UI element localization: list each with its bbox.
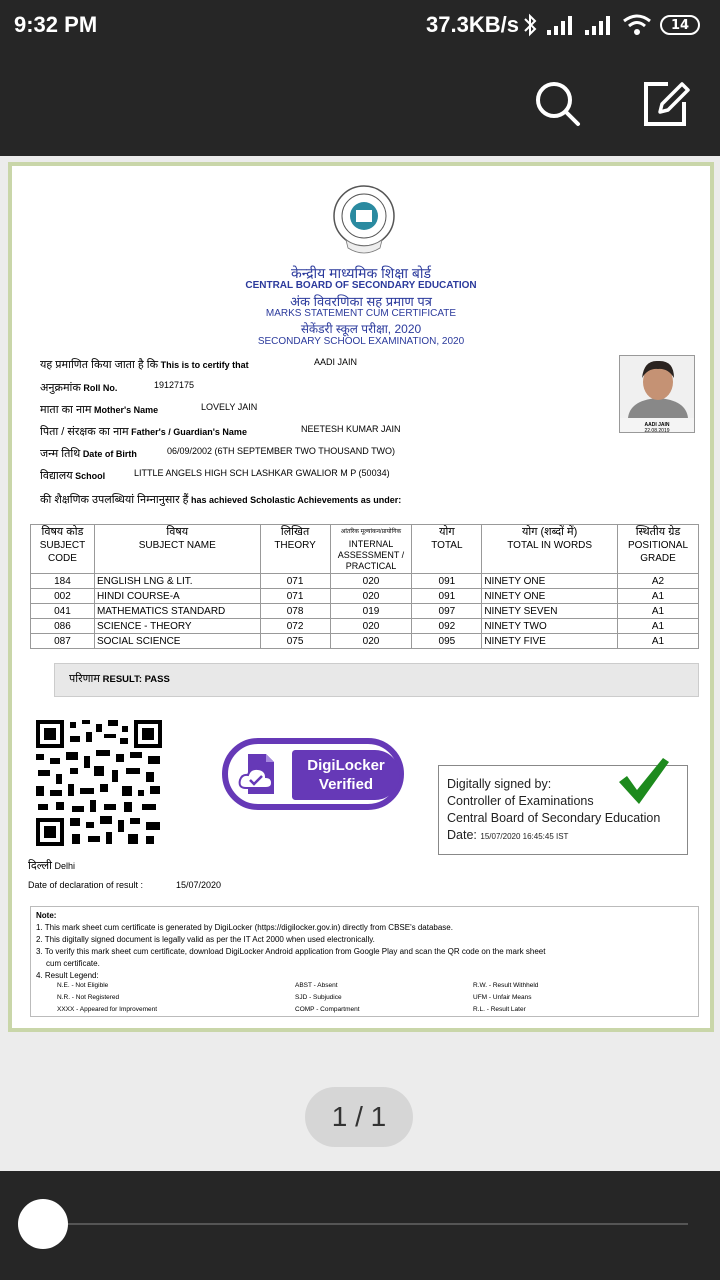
legend-item: COMP - Compartment <box>295 1006 360 1013</box>
note-2: 2. This digitally signed document is legally valid as per the IT Act 2000 when used electronically. <box>36 935 375 944</box>
school-label: विद्यालय School <box>40 470 106 482</box>
legend-item: SJD - Subjudice <box>295 994 342 1001</box>
bottom-bar <box>0 1171 720 1280</box>
status-bar <box>0 0 720 52</box>
school-name: LITTLE ANGELS HIGH SCH LASHKAR GWALIOR M P (50034) <box>134 468 390 478</box>
student-photo-image <box>620 356 695 418</box>
valid-check-icon <box>615 754 671 808</box>
search-icon <box>530 76 586 132</box>
legend-item: R.W. - Result Withheld <box>473 982 539 989</box>
signal-icon <box>546 14 576 36</box>
declaration-label: Date of declaration of result : <box>28 880 144 890</box>
legend-item: N.E. - Not Eligible <box>57 982 109 989</box>
signature-line1: Digitally signed by: <box>447 777 552 791</box>
dob-value: 06/09/2002 (6TH SEPTEMBER TWO THOUSAND TWO) <box>167 446 396 456</box>
network-speed: 37.3KB/s <box>426 12 519 37</box>
col-theory: लिखित THEORY <box>260 525 330 574</box>
edit-icon <box>638 76 694 132</box>
marks-table <box>30 524 699 649</box>
digilocker-cloud-icon <box>236 750 286 800</box>
digilocker-line2: Verified <box>318 776 374 793</box>
digital-signature-box[interactable] <box>438 765 688 855</box>
photo-caption: AADI JAIN <box>644 422 670 428</box>
notes-title: Note: <box>36 911 57 920</box>
col-total: योग TOTAL <box>412 525 482 574</box>
col-grade: स्थितीय ग्रेड POSITIONAL GRADE <box>618 525 699 574</box>
wifi-icon <box>622 13 652 37</box>
exam-title: SECONDARY SCHOOL EXAMINATION, 2020 <box>257 336 465 347</box>
mother-name: LOVELY JAIN <box>201 402 258 412</box>
father-name: NEETESH KUMAR JAIN <box>301 424 401 434</box>
status-icons <box>522 12 700 38</box>
note-1: 1. This mark sheet cum certificate is generated by DigiLocker (https://digilocker.gov.in) directly from CBSE's database. <box>36 923 453 932</box>
result-box <box>54 663 699 697</box>
note-3-cont: cum certificate. <box>46 959 100 968</box>
note-3: 3. To verify this mark sheet cum certificate, download DigiLocker Android application from Google Play and scan the QR code on the mark sheet <box>36 947 546 956</box>
digilocker-line1: DigiLocker <box>307 757 385 774</box>
marks-table-header <box>31 525 699 574</box>
document-viewer[interactable] <box>0 156 720 1171</box>
table-row: 086 SCIENCE - THEORY 072 020 092 NINETY TWO A1 <box>31 619 699 634</box>
note-4: 4. Result Legend: <box>36 971 99 980</box>
student-name: AADI JAIN <box>314 357 358 367</box>
result-hindi: परिणाम <box>69 673 100 685</box>
legend-item: XXXX - Appeared for Improvement <box>57 1006 158 1013</box>
qr-code[interactable] <box>34 718 164 848</box>
certificate-title: MARKS STATEMENT CUM CERTIFICATE <box>265 308 457 319</box>
table-row: 041 MATHEMATICS STANDARD 078 019 097 NINETY SEVEN A1 <box>31 604 699 619</box>
place: दिल्ली Delhi <box>28 860 75 872</box>
legend-item: N.R. - Not Registered <box>57 994 120 1001</box>
student-photo <box>619 355 695 433</box>
certify-label: This is to certify that <box>160 360 249 370</box>
table-row: 184 ENGLISH LNG & LIT. 071 020 091 NINETY ONE A2 <box>31 574 699 589</box>
photo-date: 22.08.2019 <box>644 428 670 433</box>
legend-item: R.L. - Result Later <box>473 1006 526 1013</box>
status-time: 9:32 PM <box>14 12 98 37</box>
col-total-words: योग (शब्दों में) TOTAL IN WORDS <box>482 525 618 574</box>
exam-title-hindi: सेकेंडरी स्कूल परीक्षा, 2020 <box>300 322 422 336</box>
digilocker-verified-badge <box>222 738 404 810</box>
achievement-line: की शैक्षणिक उपलब्धियां निम्नानुसार हैं has achieved Scholastic Achievements as under: <box>40 494 402 506</box>
table-row: 087 SOCIAL SCIENCE 075 020 095 NINETY FIVE A1 <box>31 634 699 649</box>
page-slider-track[interactable] <box>44 1223 688 1225</box>
marksheet-page <box>8 162 714 1032</box>
certify-hindi: यह प्रमाणित किया जाता है कि <box>40 359 159 371</box>
signature-line2: Controller of Examinations <box>447 794 594 808</box>
digilocker-label <box>292 750 400 800</box>
signal-icon-2 <box>584 14 614 36</box>
signature-date-line: Date: 15/07/2020 16:45:45 IST <box>447 828 569 842</box>
col-internal: आंतरिक मूल्यांकन/प्रायोगिक INTERNAL ASSESSMENT / PRACTICAL <box>330 525 412 574</box>
battery-indicator <box>660 15 700 35</box>
dob-label: जन्म तिथि Date of Birth <box>40 448 137 460</box>
board-name-hindi: केन्द्रीय माध्यमिक शिक्षा बोर्ड <box>291 265 431 281</box>
notes-box <box>30 906 699 1017</box>
cbse-logo <box>326 182 402 258</box>
board-name: CENTRAL BOARD OF SECONDARY EDUCATION <box>245 280 477 291</box>
certificate-title-hindi: अंक विवरणिका सह प्रमाण पत्र <box>290 294 432 309</box>
page-slider-thumb[interactable] <box>18 1199 68 1249</box>
roll-label: अनुक्रमांक Roll No. <box>40 382 118 394</box>
legend-item: UFM - Unfair Means <box>473 994 532 1001</box>
result-text: RESULT: PASS <box>102 674 170 685</box>
edit-button[interactable] <box>638 76 694 132</box>
roll-number: 19127175 <box>154 380 195 390</box>
bluetooth-icon <box>522 13 538 37</box>
declaration-date: 15/07/2020 <box>176 880 222 890</box>
battery-level: 14 <box>670 17 690 33</box>
page-indicator: 1 / 1 <box>305 1087 413 1147</box>
certify-line <box>40 357 249 372</box>
father-label: पिता / संरक्षक का नाम Father's / Guardian's Name <box>40 426 247 438</box>
mother-label: माता का नाम Mother's Name <box>40 404 159 416</box>
col-subject-code: विषय कोड SUBJECT CODE <box>31 525 95 574</box>
legend-item: ABST - Absent <box>295 982 338 989</box>
app-bar <box>0 52 720 156</box>
search-button[interactable] <box>530 76 586 132</box>
signature-line3: Central Board of Secondary Education <box>447 811 661 825</box>
col-subject-name: विषय SUBJECT NAME <box>94 525 260 574</box>
table-row: 002 HINDI COURSE-A 071 020 091 NINETY ONE A1 <box>31 589 699 604</box>
signature-date: 15/07/2020 16:45:45 IST <box>480 832 569 841</box>
